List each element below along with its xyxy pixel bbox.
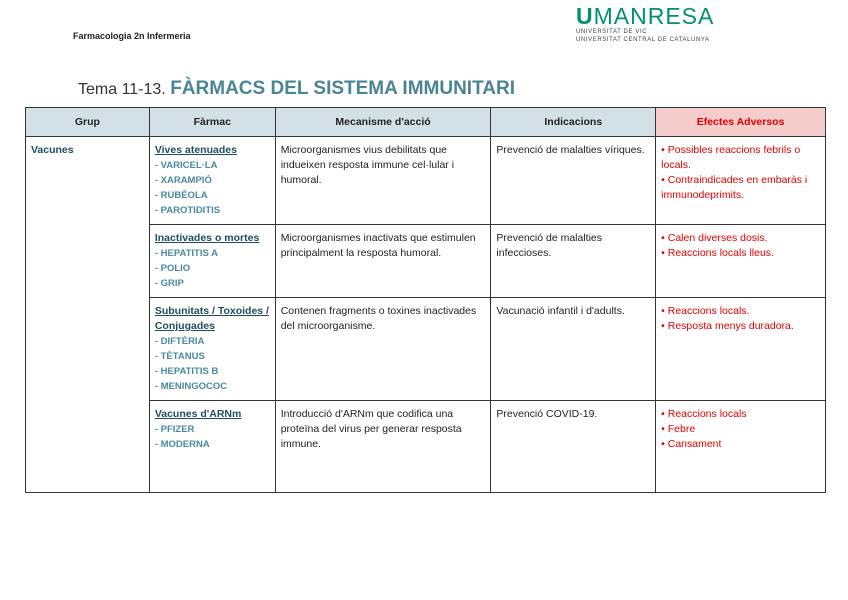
page-title: Tema 11-13. FÀRMACS DEL SISTEMA IMMUNITARI <box>78 78 516 99</box>
indications-cell: Prevenció COVID-19. <box>491 401 656 493</box>
drug-name: - DIFTÈRIA <box>154 336 205 347</box>
indications-cell: Prevenció de malalties infeccioses. <box>491 225 656 298</box>
drug-name: - HEPATITIS A <box>154 248 218 259</box>
mechanism-cell: Microorganismes inactivats que estimulen principalment la resposta humoral. <box>275 225 491 298</box>
col-header-indicacions: Indicacions <box>491 108 656 137</box>
drug-name: - XARAMPIÓ <box>154 175 212 186</box>
drug-name: - MENINGOCOC <box>154 381 228 392</box>
table-row <box>26 137 826 225</box>
drug-name: - GRIP <box>154 278 184 289</box>
adverse-item: • Possibles reaccions febrils o locals. <box>661 144 801 171</box>
drug-cell <box>149 137 275 225</box>
adverse-cell <box>656 225 826 298</box>
vaccine-type: Vives atenuades <box>154 144 237 156</box>
adverse-item: • Reaccions locals <box>661 408 747 420</box>
adverse-cell <box>656 298 826 401</box>
col-header-efectes: Efectes Adversos <box>656 108 826 137</box>
drug-cell <box>149 298 275 401</box>
drug-name: - PAROTIDITIS <box>154 205 221 216</box>
adverse-item: • Cansament <box>661 438 722 450</box>
drug-name: - HEPATITIS B <box>154 366 219 377</box>
col-header-mecanisme: Mecanisme d'acció <box>275 108 491 137</box>
drug-name: - TÈTANUS <box>154 351 205 362</box>
adverse-item: • Reaccions locals. <box>661 305 750 317</box>
adverse-cell <box>656 401 826 493</box>
drug-cell <box>149 225 275 298</box>
mechanism-cell: Contenen fragments o toxines inactivades del microorganisme. <box>275 298 491 401</box>
adverse-item: • Contraindicades en embaràs i immunodeprimits. <box>661 174 808 201</box>
adverse-cell <box>656 137 826 225</box>
drug-cell <box>149 401 275 493</box>
drug-name: - POLIO <box>154 263 191 274</box>
course-label: Farmacologia 2n Infermeria <box>73 31 191 41</box>
group-cell: Vacunes <box>26 137 150 493</box>
drug-name: - VARICEL·LA <box>154 160 218 171</box>
umanresa-logo: UMANRESA UNIVERSITAT DE VIC UNIVERSITAT CENTRAL DE CATALUNYA <box>576 3 715 43</box>
indications-cell: Vacunació infantil i d'adults. <box>491 298 656 401</box>
adverse-item: • Febre <box>661 423 696 435</box>
col-header-farmac: Fàrmac <box>149 108 275 137</box>
drug-name: - RUBÈOLA <box>154 190 208 201</box>
drug-name: - MODERNA <box>154 439 210 450</box>
drug-table <box>25 107 826 493</box>
adverse-item: • Reaccions locals lleus. <box>661 247 774 259</box>
vaccine-type: Subunitats / Toxoides / Conjugades <box>154 305 269 332</box>
mechanism-cell: Introducció d'ARNm que codifica una proteïna del virus per generar resposta immune. <box>275 401 491 493</box>
adverse-item: • Resposta menys duradora. <box>661 320 794 332</box>
indications-cell: Prevenció de malalties víriques. <box>491 137 656 225</box>
mechanism-cell: Microorganismes vius debilitats que indueixen resposta immune cel·lular i humoral. <box>275 137 491 225</box>
vaccine-type: Inactivades o mortes <box>154 232 260 244</box>
adverse-item: • Calen diverses dosis. <box>661 232 768 244</box>
vaccine-type: Vacunes d'ARNm <box>154 408 242 420</box>
col-header-grup: Grup <box>26 108 150 137</box>
drug-name: - PFIZER <box>154 424 195 435</box>
